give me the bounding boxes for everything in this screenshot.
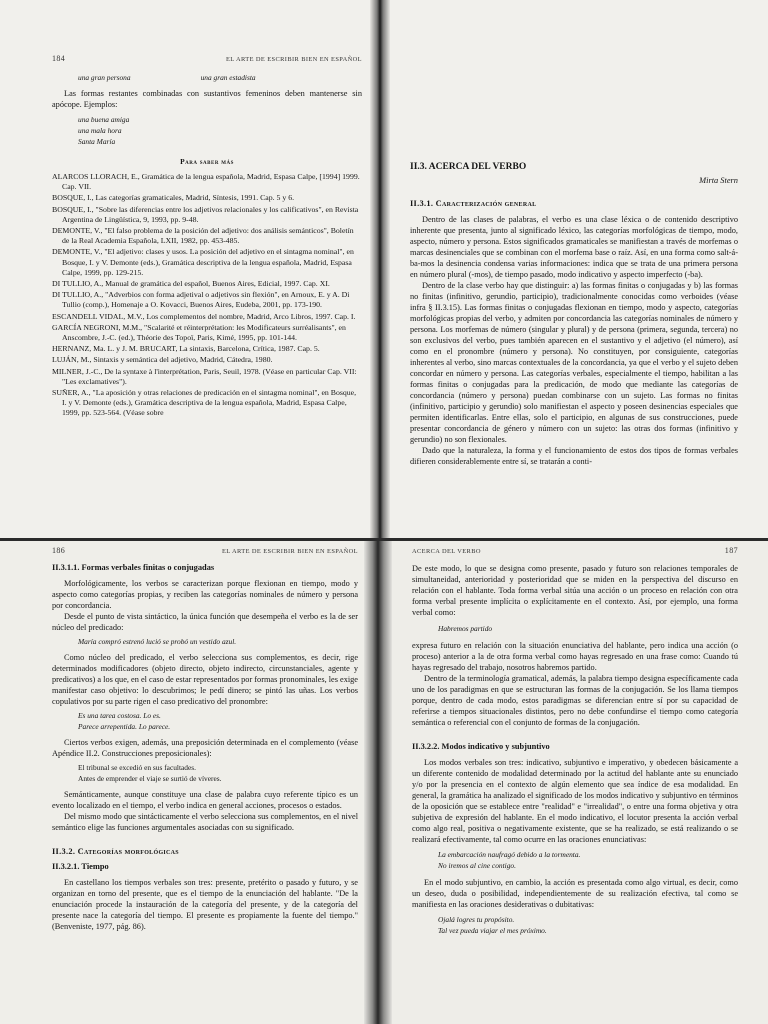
bibliography-entry: DI TULLIO, A., "Adverbios con forma adjetival o adjetivos sin flexión", en Arnoux, E. y A. Di Tullio (comp.), Homenaje a O. Kovacci, Buenos Aires, Eudeba, 2001, pp. 173-190. bbox=[52, 290, 350, 310]
book-gutter-shadow bbox=[370, 0, 390, 540]
example: Es una tarea costosa. Lo es. bbox=[78, 711, 161, 720]
bibliography-entry: HERNANZ, Ma. L. y J. M. BRUCART, La sintaxis, Barcelona, Crítica, 1987. Cap. 5. bbox=[52, 344, 320, 354]
paragraph: Dentro de las clases de palabras, el verbo es una clase léxica o de contenido descriptivo inherente que presenta, junto al significado léxico, las categorías morfológicas de tiempo, modo, aspecto, número y persona. Estos significados gramaticales se manifiestan a través de morfemas o marcas desinenciales que se combinan con el morfema base o raíz. Así, en una forma como salt-á-ba-mos la desinencia condensa varias informaciones: indica que se trata de una primera persona en número plural (-mos), de tiempo pasado, modo indicativo y aspecto imperfecto (-ba). bbox=[410, 215, 738, 279]
paragraph: Desde el punto de vista sintáctico, la única función que desempeña el verbo es la de ser núcleo del predicado: bbox=[52, 612, 358, 632]
example: una buena amiga bbox=[78, 115, 130, 124]
top-examples bbox=[78, 73, 362, 82]
paragraph: Los modos verbales son tres: indicativo, subjuntivo e imperativo, y obedecen básicamente a un diferente contenido de modalidad determinado por la actitud del hablante ante su enunciado y/o por la presencia en el contexto de algún elemento que sea índice de esa modalidad. En general, la gramática ha analizado el significado de los modos indicativo y subjuntivo en términos de la oposición que se establece entre "realidad" e "irrealidad", o entre una forma objetiva y otra subjetiva de expresión del hablante. En el modo indicativo, el locutor presenta la acción verbal como algo real, positiva o negativamente existente, que se ha realizado, se está realizando o se realizará efectivamente, tal como ocurre en las oraciones enunciativas: bbox=[412, 758, 738, 844]
paragraph: En castellano los tiempos verbales son tres: presente, pretérito o pasado y futuro, y se organizan en torno del presente, que es el tiempo de la enunciación del hablante. "De la enunciación procede la instauración de la categoría del presente, y de la categoría del presente nace la categoría del tiempo. El presente es propiamente la fuente del tiempo." (Benveniste, 1977, pág. 86). bbox=[52, 878, 358, 931]
example: Antes de emprender el viaje se surtió de víveres. bbox=[78, 774, 222, 783]
bibliography-entry: GARCÍA NEGRONI, M.M., "Scalarité et réinterprétation: les Modificateurs surréalisants", en Anscombre, J.-C. (ed.), Théorie des Topoï, Paris, Kimé, 1995, pp. 101-144. bbox=[52, 322, 346, 343]
page-number: 187 bbox=[724, 546, 738, 555]
paragraph: Dado que la naturaleza, la forma y el funcionamiento de estos dos tipos de formas verbales difieren considerablemente entre sí, se tratarán a conti- bbox=[410, 446, 738, 466]
example: María compró estrenó lució se probó un vestido azul. bbox=[78, 637, 237, 646]
example: Tal vez pueda viajar el mes próximo. bbox=[438, 926, 547, 935]
subsection-title: II.3.2. Categorías morfológicas bbox=[52, 847, 179, 856]
example: Habremos partido bbox=[438, 624, 493, 633]
page-187 bbox=[380, 540, 768, 1024]
running-head bbox=[412, 546, 738, 555]
running-head bbox=[52, 54, 362, 63]
example-list bbox=[412, 914, 738, 936]
bibliography-entry: LUJÁN, M., Sintaxis y semántica del adjetivo, Madrid, Cátedra, 1980. bbox=[52, 355, 273, 365]
bibliography-entry: ALARCOS LLORACH, E., Gramática de la lengua española, Madrid, Espasa Calpe, [1994] 1999. Cap. VII. bbox=[52, 172, 360, 192]
paragraph: Como núcleo del predicado, el verbo selecciona sus complementos, es decir, rige determinados modificadores (objeto directo, objeto indirecto, circunstanciales, agente y predicativos) a los que, en el caso de estar representados por formas pronominales, les exige manifestar caso objetivo: lo descubrimos; le pedí dinero; se pintó las uñas. Los verbos copulativos por su parte rigen el caso predicativo del pronombre: bbox=[52, 653, 358, 706]
example: una gran estadista bbox=[200, 73, 256, 82]
page-number: 184 bbox=[52, 54, 66, 63]
example-list bbox=[52, 710, 358, 732]
paragraph: Dentro de la clase verbo hay que distinguir: a) las formas finitas o conjugadas y b) las formas no finitas (infinitivo, gerundio, participio), tradicionalmente conocidas como verboides (véase infra § II.3.15). Las formas finitas o conjugadas flexionan en tiempo, modo y aspecto, categorías morfológicas propias del verbo, y admiten por concordancia las categorías nominales de número y persona. Los morfemas de número (singular y plural) y de persona (primera, segunda, tercera) no son exclusivos del verbo, pues también aparecen en el sustantivo y el adjetivo (el número), así como en el pronombre (número y persona). No constituyen, por consiguiente, categorías inherentes al verbo, sino marcas contextuales de la concordancia, ya que el verbo y el sujeto deben concordar en número y persona. Las categorías verbales, especialmente el tiempo, habilitan a las formas finitas o conjugadas para la predicación, de modo que mediante las categorías de concordancia (número y persona) puedan combinarse con un sujeto. Las formas no finitas (infinitivo, participio y gerundio) solo manifiestan el aspecto y poseen desinencias especiales que permiten identificarlas. Entre ellas, solo el participio, en algunas de sus construcciones, puede presentar concordancia de género y número con un sujeto: las otras dos formas (infinitivo y gerundio) no son flexionales. bbox=[410, 281, 738, 444]
subsection-title: II.3.2.1. Tiempo bbox=[52, 862, 109, 871]
bibliography bbox=[52, 172, 362, 419]
book-gutter-shadow bbox=[364, 540, 392, 1024]
paragraph: Morfológicamente, los verbos se caracterizan porque flexionan en tiempo, modo y aspecto como categorías propias, y reciben las categorías nominales de número y persona por concordancia. bbox=[52, 579, 358, 610]
paragraph: Dentro de la terminología gramatical, además, la palabra tiempo designa específicamente cada uno de los paradigmas en que se estructuran las formas de la conjugación. Se los llama tiempos porque, dentro de cada modo, estos paradigmas se diferencian entre sí por su capacidad de referirse a tiempos situacionales distintos, pero no debe confundirse el tiempo como categoría semántica o referencial con el conjunto de formas de la conjugación. bbox=[412, 674, 738, 727]
example-list bbox=[412, 849, 738, 871]
subsection-title: II.3.1.1. Formas verbales finitas o conjugadas bbox=[52, 563, 215, 572]
subsection-title: II.3.1. Caracterización general bbox=[410, 199, 537, 208]
example: Parece arrepentida. Lo parece. bbox=[78, 722, 171, 731]
paragraph: Semánticamente, aunque constituye una clase de palabra cuyo referente típico es un evento localizado en el tiempo, el verbo indica en general acciones, procesos o estados. bbox=[52, 790, 358, 810]
example: Ojalá logres tu propósito. bbox=[438, 915, 515, 924]
paragraph: Ciertos verbos exigen, además, una preposición determinada en el complemento (véase Apéndice II.2. Construcciones preposicionales): bbox=[52, 738, 358, 758]
page-185 bbox=[380, 0, 768, 540]
running-head-title: EL ARTE DE ESCRIBIR BIEN EN ESPAÑOL bbox=[222, 548, 358, 555]
paragraph: expresa futuro en relación con la situación enunciativa del hablante, pero indica una acción (o proceso) anterior a la de otra forma verbal como hayas regresado en una frase como: Cuando tú hayas regresado del trabajo, nosotros habremos partido. bbox=[412, 641, 738, 672]
bibliography-entry: DI TULLIO, A., Manual de gramática del español, Buenos Aires, Edicial, 1997. Cap. XI. bbox=[52, 279, 330, 289]
example: Santa María bbox=[78, 137, 116, 146]
bibliography-entry: BOSQUE, I., "Sobre las diferencias entre los adjetivos relacionales y los calificativos", en Revista Argentina de Lingüística, 9, 1993, pp. 9-48. bbox=[52, 204, 359, 224]
example: El tribunal se excedió en sus facultades. bbox=[78, 763, 197, 772]
author: Mirta Stern bbox=[699, 176, 738, 185]
example-list bbox=[52, 114, 362, 147]
running-head bbox=[52, 546, 358, 555]
example: una gran persona bbox=[78, 73, 131, 82]
scan-divider bbox=[0, 538, 768, 541]
section-title: II.3. ACERCA DEL VERBO bbox=[410, 162, 527, 172]
example: una mala hora bbox=[78, 126, 122, 135]
running-head-title: EL ARTE DE ESCRIBIR BIEN EN ESPAÑOL bbox=[226, 56, 362, 63]
bibliography-entry: SUÑER, A., "La aposición y otras relaciones de predicación en el sintagma nominal", en Bosque, I. y V. Demonte (eds.), Gramática descriptiva de la lengua española, Madrid, Espasa Calpe, 1999, pp. 523-564. (Véase sobre bbox=[52, 388, 357, 418]
example: La embarcación naufragó debido a la tormenta. bbox=[438, 850, 581, 859]
paragraph: De este modo, lo que se designa como presente, pasado y futuro son relaciones temporales de simultaneidad, anterioridad y posterioridad que se miden en la perspectiva del discurso en relación con el hablante. Toda forma verbal sitúa una acción o un proceso en relación con otra forma verbal presente implícita o explícitamente en el contexto. Así, por ejemplo, una forma verbal como: bbox=[412, 564, 738, 617]
page-184 bbox=[0, 0, 380, 540]
section-heading: Para saber más bbox=[180, 157, 234, 166]
bibliography-entry: BOSQUE, I., Las categorías gramaticales, Madrid, Síntesis, 1991. Cap. 5 y 6. bbox=[52, 193, 295, 203]
running-head-title: ACERCA DEL VERBO bbox=[412, 548, 481, 555]
page-186 bbox=[0, 540, 380, 1024]
example-list bbox=[52, 762, 358, 784]
paragraph: En el modo subjuntivo, en cambio, la acción es presentada como algo virtual, es decir, como un deseo, duda o posibilidad, independientemente de su realización efectiva, tal como se manifiesta en las oraciones desiderativas o dubitativas: bbox=[412, 878, 738, 909]
bibliography-entry: DEMONTE, V., "El adjetivo: clases y usos. La posición del adjetivo en el sintagma nominal", en Bosque, I. y V. Demonte (eds.), Gramática descriptiva de la lengua española, Madrid, Espasa Calpe, 1999, pp. 129-215. bbox=[52, 247, 354, 277]
bibliography-entry: DEMONTE, V., "El falso problema de la posición del adjetivo: dos análisis semánticos", Boletín de la Real Academia Española, LXII, 1982, pp. 453-485. bbox=[52, 226, 354, 246]
page-number: 186 bbox=[52, 546, 66, 555]
bibliography-entry: MILNER, J.-C., De la syntaxe à l'interprétation, Paris, Seuil, 1978. (Véase en particular Cap. VII: "Les exclamatives"). bbox=[52, 366, 357, 386]
paragraph: Las formas restantes combinadas con sustantivos femeninos deben mantenerse sin apócope. Ejemplos: bbox=[52, 89, 362, 109]
paragraph: Del mismo modo que sintácticamente el verbo selecciona sus complementos, en el nivel semántico elige las funciones argumentales asociadas con su significado. bbox=[52, 812, 358, 832]
example: No iremos al cine contigo. bbox=[438, 861, 516, 870]
bibliography-entry: ESCANDELL VIDAL, M.V., Los complementos del nombre, Madrid, Arco Libros, 1997. Cap. I. bbox=[52, 311, 356, 321]
subsection-title: II.3.2.2. Modos indicativo y subjuntivo bbox=[412, 742, 550, 751]
